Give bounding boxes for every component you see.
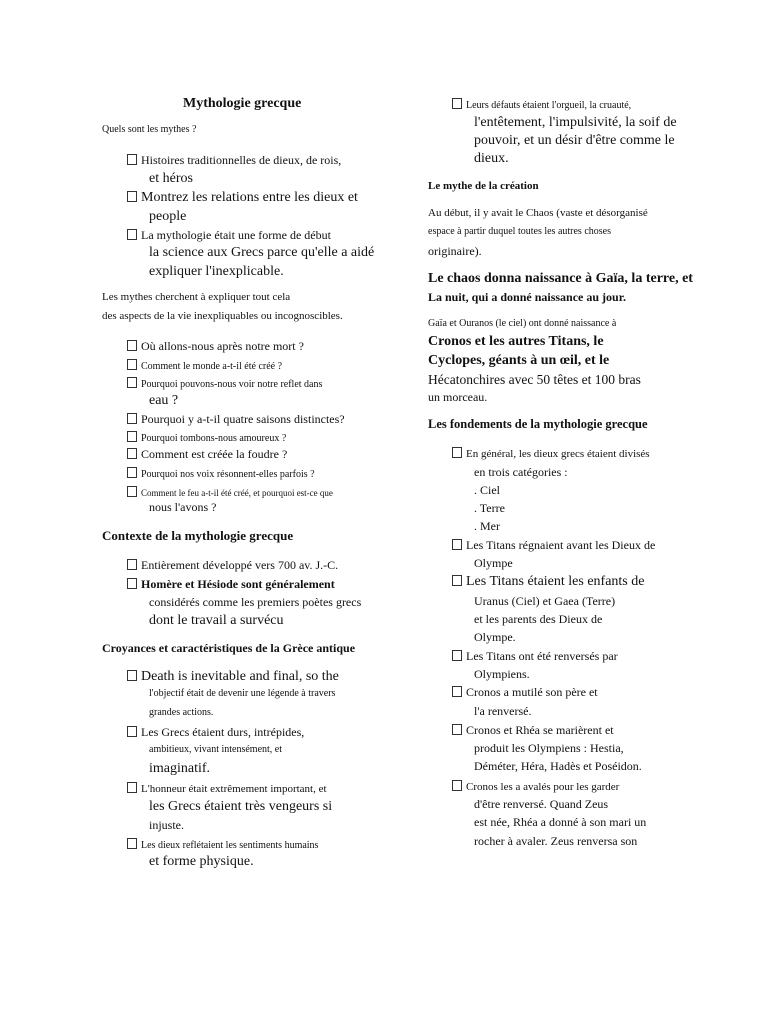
context-cont: dont le travail a survécu	[149, 613, 284, 628]
belief-cont: et forme physique.	[149, 854, 254, 869]
belief-item: Les Grecs étaient durs, intrépides,	[127, 725, 304, 740]
belief-cont: injuste.	[149, 818, 184, 832]
question-cont: eau ?	[149, 393, 179, 408]
paragraph: Hécatonchires avec 50 têtes et 100 bras	[428, 372, 641, 387]
context-item: Entièrement développé vers 700 av. J.-C.	[127, 558, 338, 573]
checkbox-icon	[452, 780, 462, 791]
foundation-item: Les Titans étaient les enfants de	[452, 574, 644, 590]
checkbox-icon	[452, 650, 462, 661]
foundation-item: Cronos et Rhéa se marièrent et	[452, 723, 614, 738]
belief-cont: ambitieux, vivant intensément, et	[149, 744, 283, 755]
foundation-cont: Uranus (Ciel) et Gaea (Terre)	[474, 594, 616, 608]
question-item: Pourquoi tombons-nous amoureux ?	[127, 431, 286, 444]
bold-paragraph: Cyclopes, géants à un œil, et le	[428, 353, 610, 368]
section-heading: Le mythe de la création	[428, 180, 539, 192]
checkbox-icon	[127, 559, 137, 570]
context-item: Homère et Hésiode sont généralement	[127, 577, 335, 592]
foundation-item: Les Titans ont été renversés par	[452, 649, 618, 664]
checkbox-icon	[452, 98, 462, 109]
list-item: Histoires traditionnelles de dieux, de rois,	[127, 153, 341, 168]
list-item-cont: la science aux Grecs parce qu'elle a aidé	[149, 245, 375, 260]
checkbox-icon	[452, 447, 462, 458]
foundation-cont: rocher à avaler. Zeus renversa son	[474, 834, 638, 848]
checkbox-icon	[127, 154, 137, 165]
list-item: La mythologie était une forme de début	[127, 228, 331, 243]
question-item: Pourquoi pouvons-nous voir notre reflet dans	[127, 377, 322, 390]
faults-cont: l'entêtement, l'impulsivité, la soif de	[474, 115, 677, 130]
paragraph: Au début, il y avait le Chaos (vaste et désorganisé	[428, 207, 648, 219]
paragraph: espace à partir duquel toutes les autres choses	[428, 226, 611, 237]
checkbox-icon	[127, 431, 137, 442]
paragraph: un morceau.	[428, 390, 488, 404]
list-item-cont: et héros	[149, 171, 193, 186]
foundation-cont: produit les Olympiens : Hestia,	[474, 741, 624, 755]
belief-cont: grandes actions.	[149, 707, 214, 718]
paragraph: des aspects de la vie inexpliquables ou incognoscibles.	[102, 310, 343, 322]
list-item-cont: people	[149, 209, 187, 224]
paragraph: Gaïa et Ouranos (le ciel) ont donné naissance à	[428, 318, 617, 329]
checkbox-icon	[127, 448, 137, 459]
checkbox-icon	[127, 726, 137, 737]
foundation-cont: . Ciel	[474, 483, 500, 497]
foundation-cont: Olympe	[474, 556, 513, 570]
checkbox-icon	[127, 377, 137, 388]
foundation-cont: en trois catégories :	[474, 465, 568, 479]
checkbox-icon	[127, 229, 137, 240]
faults-cont: pouvoir, et un désir d'être comme le	[474, 133, 675, 148]
faults-cont: dieux.	[474, 151, 509, 166]
question-item: Comment le feu a-t-il été créé, et pourquoi est-ce que	[127, 486, 333, 498]
paragraph: Les mythes cherchent à expliquer tout cela	[102, 291, 291, 303]
question-item: Où allons-nous après notre mort ?	[127, 339, 304, 354]
foundation-item: Cronos a mutilé son père et	[452, 685, 598, 700]
belief-item: Death is inevitable and final, so the	[127, 669, 339, 685]
bold-paragraph: Le chaos donna naissance à Gaïa, la terre, et	[428, 271, 693, 286]
foundation-item: Les Titans régnaient avant les Dieux de	[452, 538, 655, 553]
foundation-cont: et les parents des Dieux de	[474, 612, 603, 626]
foundation-cont: Olympe.	[474, 630, 516, 644]
foundation-item: En général, les dieux grecs étaient divisés	[452, 447, 650, 460]
belief-cont: l'objectif était de devenir une légende à travers	[149, 688, 336, 699]
question-cont: nous l'avons ?	[149, 500, 217, 514]
checkbox-icon	[127, 413, 137, 424]
question-item: Pourquoi y a-t-il quatre saisons distinctes?	[127, 412, 345, 427]
bold-paragraph: Cronos et les autres Titans, le	[428, 334, 604, 349]
checkbox-icon	[127, 340, 137, 351]
foundation-cont: Déméter, Héra, Hadès et Poséidon.	[474, 759, 642, 773]
checkbox-icon	[452, 539, 462, 550]
section-heading: Les fondements de la mythologie grecque	[428, 417, 648, 431]
foundation-cont: Olympiens.	[474, 667, 530, 681]
subtitle: Quels sont les mythes ?	[102, 124, 197, 135]
question-item: Comment le monde a-t-il été créé ?	[127, 359, 282, 372]
checkbox-icon	[127, 359, 137, 370]
page-title: Mythologie grecque	[183, 96, 302, 111]
checkbox-icon	[127, 782, 137, 793]
list-item-cont: expliquer l'inexplicable.	[149, 264, 284, 279]
belief-item: Les dieux reflétaient les sentiments humains	[127, 838, 318, 851]
checkbox-icon	[452, 686, 462, 697]
foundation-cont: . Terre	[474, 501, 505, 515]
faults-item: Leurs défauts étaient l'orgueil, la cruauté,	[452, 98, 631, 111]
foundation-cont: est née, Rhéa a donné à son mari un	[474, 815, 647, 829]
context-cont: considérés comme les premiers poètes grecs	[149, 595, 362, 609]
checkbox-icon	[127, 838, 137, 849]
foundation-cont: d'être renversé. Quand Zeus	[474, 797, 609, 811]
section-heading: Contexte de la mythologie grecque	[102, 528, 294, 543]
question-item: Comment est créée la foudre ?	[127, 447, 287, 462]
foundation-cont: l'a renversé.	[474, 704, 532, 718]
paragraph: originaire).	[428, 244, 482, 258]
bold-paragraph: La nuit, qui a donné naissance au jour.	[428, 290, 626, 304]
section-heading: Croyances et caractéristiques de la Grèce antique	[102, 641, 356, 655]
foundation-item: Cronos les a avalés pour les garder	[452, 780, 619, 793]
belief-item: L'honneur était extrêmement important, et	[127, 782, 327, 795]
belief-cont: imaginatif.	[149, 761, 211, 776]
checkbox-icon	[127, 578, 137, 589]
checkbox-icon	[452, 575, 462, 586]
checkbox-icon	[127, 670, 137, 681]
belief-cont: les Grecs étaient très vengeurs si	[149, 799, 333, 814]
checkbox-icon	[127, 486, 137, 497]
list-item: Montrez les relations entre les dieux et	[127, 190, 358, 206]
foundation-cont: . Mer	[474, 519, 500, 533]
question-item: Pourquoi nos voix résonnent-elles parfois ?	[127, 467, 315, 480]
checkbox-icon	[127, 191, 137, 202]
checkbox-icon	[127, 467, 137, 478]
checkbox-icon	[452, 724, 462, 735]
